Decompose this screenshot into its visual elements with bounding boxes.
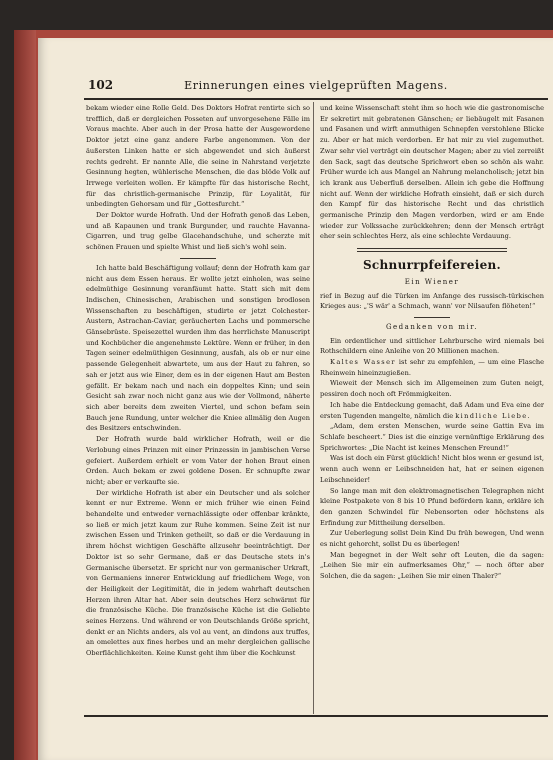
paragraph: rief in Bezug auf die Türken im Anfange des russisch-türkischen Krieges aus: „'S wär' a Schmach, wann' vor Nilsaufen flöheten!“ (320, 291, 544, 311)
aphorism: Was ist doch ein Fürst glücklich! Nicht blos wenn er gesund ist, wenn auch wenn er Leibschneiden hat, hat er seinen eigenen Leibschneider! (320, 454, 544, 484)
aphorism (320, 400, 544, 421)
aphorism: Man begegnet in der Welt sehr oft Leuten, die da sagen: „Leihen Sie mir ein aufmerksames Ohr,“ — noch öfter aber Solchen, die da sagen: „Leihen Sie mir einen Thaler?“ (320, 550, 544, 581)
aphorism: Zur Ueberlegung sollst Dein Kind Du früh bewegen, Und wenn es nicht gehorcht, sollst Du es überlegen! (320, 529, 544, 549)
aphorism-text: ist sehr zu empfehlen, — um eine Flasche Rheinwein hineinzugießen. (320, 358, 544, 377)
header-rule (84, 98, 548, 100)
separator-rule (414, 317, 450, 318)
paragraph: Der Doktor wurde Hofrath. Und der Hofrath genoß das Leben, und aß Kapaunen und trank Burgunder, und rauchte Havanna-Cigarren, und trug gelbe Glacehandschuhe, und scherzte mit schönen Frauen und spielte Whist und ließ sich's wohl sein. (86, 211, 310, 252)
paragraph: und keine Wissenschaft steht ihm so hoch wie die gastronomische Er sekretirt mit gebratenen Gänschen; er liebäugelt mit Fasanen und Fasanen und wirft anmuthigen Schnepfen verstohlene Blicke zu. Aber er hat mich verdorben. Er hat mir zu viel zugemuthet. Zwar sehr viel verträgt ein deutscher Magen; aber zu viel zerreißt den Sack, sagt das deutsche Sprichwort eben so schön als wahr. Früher wurde ich aus Mangel an Nahrung melancholisch; jetzt bin ich krank aus Ueberfluß derselben. Allein ich gebe die Hoffnung nicht auf. Wenn der wirkliche Hofrath einsieht, daß er sich durch den Kampf für das historische Recht und das christlich germanische Prinzip den Magen verdorben, wird er am Ende wieder zur Volkssache zurückkehren; denn der Mensch erträgt eher sein schlechtes Herz, als eine schlechte Verdauung. (320, 104, 544, 241)
aphorism: „Adam, dem ersten Menschen, wurde seine Gattin Eva im Schlafe bescheert.“ Dies ist die einzige vernünftige Erklärung des Sprichwortes: „Die Nacht ist keines Menschen Freund!“ (320, 422, 544, 452)
paragraph: bekam wieder eine Rolle Geld. Des Doktors Hofrat rentirte sich so trefflich, daß er dergleichen Posseten auf unvorgesehene Fälle im Voraus machte. Aber auch in der Prosa hatte der Ausgewordene Doktor jetzt eine ganz andere Farbe angenommen. Von der äußersten Linken hatte er sich abgewendet und sich äußerst rechts gedreht. Er nannte Alle, die seine in Nahrstand verjetzte Gesinnung hegten, wühlerische Menschen, die das blöde Volk auf Irrwege verleiten wollen. Er kämpfte für das historische Recht, für das christlich-germanische Prinzip, für Loyalität, für unbedingten Gehorsam und für „Gottesfurcht.“ (86, 104, 310, 209)
bottom-rule (84, 715, 548, 717)
column-divider (313, 102, 314, 714)
subheading: Ein Wiener (404, 277, 460, 286)
aphorism (320, 357, 544, 378)
page-header (88, 78, 544, 94)
running-title: Erinnerungen eines vielgeprüften Magens. (184, 79, 448, 92)
page-number: 102 (88, 78, 114, 92)
section-rule (357, 248, 507, 249)
paragraph: Der Hofrath wurde bald wirklicher Hofrath, weil er die Verlobung eines Prinzen mit einer Prinzessin in jambischen Verse gefeiert. Außerdem erhielt er vom Vater der hohen Braut einen Orden. Auch bekam er zwei goldene Dosen. Er schnupfte zwar nicht; aber er verkaufte sie. (86, 435, 310, 486)
paragraph: Ich hatte bald Beschäftigung vollauf; denn der Hofrath kam gar nicht aus dem Essen heraus. Er wollte jetzt einholen, was seine edelmüthige Gesinnung veranfäumt hatte. Statt sich mit dem Indischen, Chinesischen, Arabischen und sonstigen brodlosen Wissenschaften zu beschäftigen, studirte er jetzt Colchester-Austern, Astrachan-Caviar, geräucherten Lachs und pommersche Gänsebrüste. Speisezettel wurden ihm das herrlichste Manuscript und Kochbücher die angenehmste Lektüre. Wenn er früher, in den Tagen seiner edelmüthigen Gesinnung, ausfah, als ob er nur eine passende Gelegenheit abwartete, um aus der Haut zu fahren, so sah er jetzt aus wie Einer, dem es in der eigenen Haut am Besten gefällt. Er bekam nach und nach ein doppeltes Kinn; und sein Gesicht sah zwar noch nicht ganz aus wie der Vollmond, näherte sich aber bereits dem zweiten Viertel, und schon befam sein Bauch jene Rundung, unter welcher die Kniee allmälig den Augen des Besitzers entschwinden. (86, 263, 310, 433)
section-title: Schnurrpfeifereien. (362, 258, 502, 273)
separator-rule (180, 258, 216, 259)
emphasis: kindliche Liebe. (455, 411, 531, 420)
book-spine-edge (14, 30, 36, 760)
subheading: Gedanken von mir. (385, 322, 479, 331)
paragraph: Der wirkliche Hofrath ist aber ein Deutscher und als solcher kennt er nur Extreme. Wenn er mich früher wie einen Feind behandelte und entweder vernachlässigte oder offenbar kränkte, so ließ er mich jetzt kaum zur Ruhe kommen. Seine Zeit ist nur zwischen Essen und Trinken getheilt, so daß er die Verdauung in ihrem höchst wichtigen Geschäfte allzusehr beeinträchtigt. Der Doktor ist so sehr Germane, daß er das Deutsche stets in's Germanische übersetzt. Er spricht nur von germanischer Urkraft, von Germaniens innerer Entwicklung auf friedlichem Wege, von der Heiligkeit der Legitimität, die in jedem wahrhaft deutschen Herzen ihren Altar hat. Aber sein deutsches Herz schwärmt für die französische Küche. Die französische Küche ist die Geliebte seines Herzens. Und während er von Deutschlands Größe spricht, denkt er an Nichts anders, als vol au vent, an dindons aux truffes, an omelettes aux fines herbes und an mehr dergleichen gallische Oberflächlichkeiten. Keine Kunst geht ihm über die Kochkunst (86, 488, 310, 658)
right-column (320, 103, 544, 713)
aphorism: Ein ordentlicher und sittlicher Lehrbursche wird niemals bei Rothschildern eine Anleihe von 20 Millionen machen. (320, 336, 544, 356)
aphorism: So lange man mit den elektromagnetischen Telegraphen nicht kleine Postpakete von 8 bis 10 Pfund befördern kann, erkläre ich den ganzen Schwindel für Nebensorten oder höchstens als Erfindung zur Mittheilung derselben. (320, 486, 544, 527)
section-rule (357, 251, 507, 252)
aphorism: Wieweit der Mensch sich im Allgemeinen zum Guten neigt, pessiren doch noch oft Frömmigkeiten. (320, 379, 544, 399)
aphorism-text: Ich habe die Entdeckung gemacht, daß Adam und Eva eine der ersten Tugenden mangelte, nämlich die (320, 400, 544, 420)
left-column (86, 103, 310, 713)
emphasis: Kaltes Wasser (330, 358, 396, 367)
